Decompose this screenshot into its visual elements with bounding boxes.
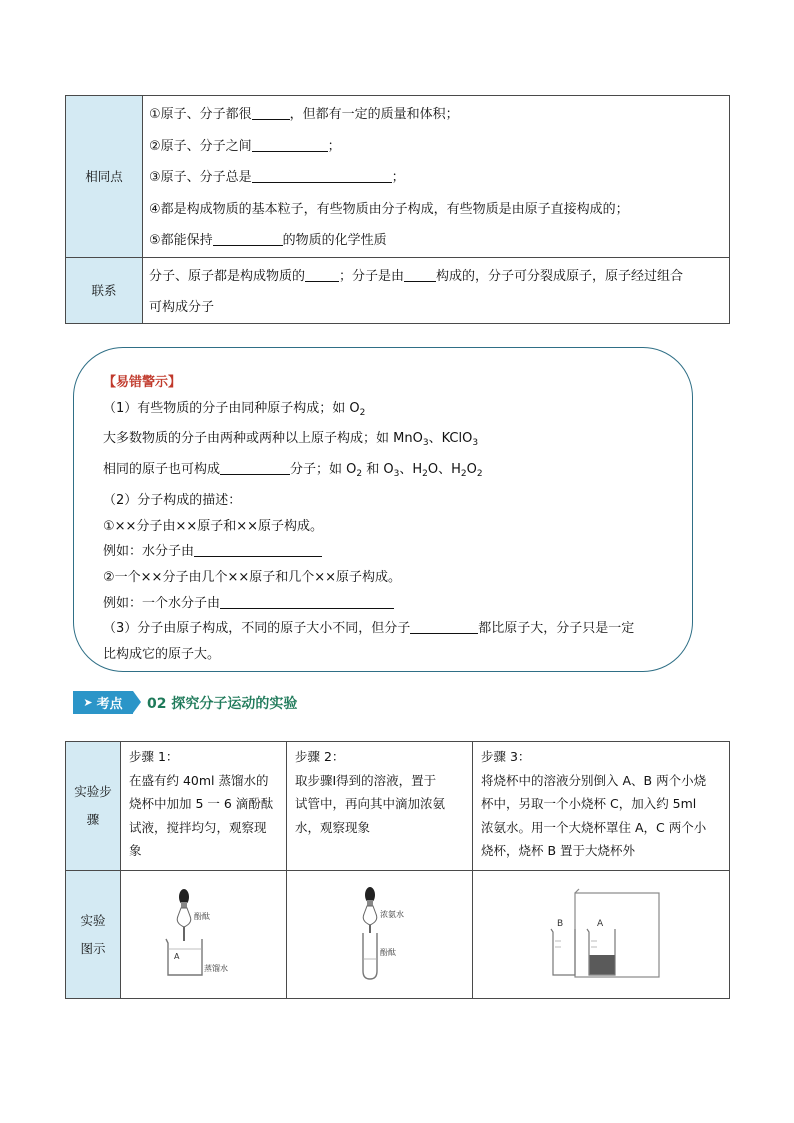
mistake-warning-box bbox=[73, 347, 693, 672]
experiment-table bbox=[65, 741, 730, 999]
warning-line: 例如：一个水分子由 bbox=[103, 591, 672, 617]
relation-cell bbox=[143, 257, 730, 323]
warning-line: （2）分子构成的描述： bbox=[103, 492, 242, 508]
figure-3-cell bbox=[473, 871, 730, 999]
test-tube-icon bbox=[363, 933, 377, 979]
warning-line: 例如：水分子由 bbox=[103, 539, 672, 565]
dropper-beaker-figure bbox=[144, 883, 264, 983]
row-header-figures: 实验 图示 bbox=[66, 871, 121, 999]
beaker-b-icon bbox=[551, 929, 575, 975]
warning-line: 比构成它的原子大。 bbox=[103, 647, 221, 663]
phenolphthalein-label: 酚酞 bbox=[193, 911, 210, 921]
warning-title: 【易错警示】 bbox=[103, 375, 182, 390]
similarity-line-1: ①原子、分子都很 ，但都有一定的质量和体积； bbox=[149, 107, 459, 122]
relation-line-2: 可构成分子 bbox=[149, 299, 215, 315]
warning-line: ①××分子由××原子和××原子构成。 bbox=[103, 518, 324, 534]
fill-blank[interactable] bbox=[404, 268, 436, 282]
warning-line: （1）有些物质的分子由同种原子构成；如 $O_2$ bbox=[103, 400, 366, 418]
warning-content bbox=[103, 370, 672, 668]
distilled-water-label: 蒸馏水 bbox=[203, 963, 228, 973]
step-1-cell: 步骤 1： 在盛有约 40ml 蒸馏水的 烧杯中加加 5 一 6 滴酚酞 试液，搅拌均匀，观察现 象 bbox=[121, 742, 287, 871]
fill-blank[interactable] bbox=[252, 138, 328, 152]
row-header-relation: 联系 bbox=[66, 257, 143, 323]
fill-blank[interactable] bbox=[305, 268, 339, 282]
beaker-a-label: A bbox=[173, 951, 179, 961]
section-badge: ➤ 考点 bbox=[73, 691, 133, 714]
figure-2-cell bbox=[287, 871, 473, 999]
warning-line: 相同的原子也可构成 分子；如 $O_2$ 和 $O_3$、$H_2O$、$H_2O_2$ bbox=[103, 462, 483, 480]
figure-1-cell bbox=[121, 871, 287, 999]
bell-jar-figure bbox=[541, 883, 661, 983]
relation-line-1: 分子、原子都是构成物质的 ；分子是由 构成的，分子可分裂成原子，原子经过组合 bbox=[149, 268, 684, 284]
step-2-cell: 步骤 2： 取步骤Ⅰ得到的溶液，置于 试管中，再向其中滴加浓氨 水，观察现象 bbox=[287, 742, 473, 871]
section-header bbox=[73, 691, 297, 714]
beaker-b-label: B bbox=[557, 918, 564, 929]
arrow-right-icon: ➤ bbox=[83, 696, 93, 709]
beaker-icon bbox=[166, 939, 202, 975]
fill-blank[interactable] bbox=[220, 595, 394, 609]
fill-blank[interactable] bbox=[220, 461, 290, 475]
warning-line: （3）分子由原子构成，不同的原子大小不同，但分子 都比原子大，分子只是一定 bbox=[103, 621, 635, 637]
fill-blank[interactable] bbox=[213, 232, 283, 246]
row-header-steps: 实验步 骤 bbox=[66, 742, 121, 871]
similarities-cell bbox=[143, 96, 730, 258]
section-title: 02 探究分子运动的实验 bbox=[147, 695, 298, 712]
warning-line: ②一个××分子由几个××原子和几个××原子构成。 bbox=[103, 569, 402, 585]
ammonia-label: 浓氨水 bbox=[379, 909, 404, 919]
fill-blank[interactable] bbox=[252, 106, 290, 120]
solution-fill bbox=[590, 955, 615, 974]
phenolphthalein-label: 酚酞 bbox=[379, 947, 396, 957]
fill-blank[interactable] bbox=[194, 543, 322, 557]
similarity-line-4: ④都是构成物质的基本粒子，有些物质由分子构成，有些物质是由原子直接构成的； bbox=[149, 201, 629, 217]
similarity-line-3: ③原子、分子总是 ； bbox=[149, 170, 405, 185]
row-header-similarities: 相同点 bbox=[66, 96, 143, 258]
dropper-tube-figure bbox=[320, 883, 440, 983]
warning-line: 大多数物质的分子由两种或两种以上原子构成；如 MnO$_3$、KClO$_3$ bbox=[103, 431, 479, 449]
similarity-line-2: ②原子、分子之间 ； bbox=[149, 138, 341, 154]
similarity-line-5: ⑤都能保持 的物质的化学性质 bbox=[149, 233, 387, 248]
beaker-a-label: A bbox=[597, 918, 604, 929]
comparison-table bbox=[65, 95, 730, 324]
fill-blank[interactable] bbox=[410, 620, 478, 634]
step-3-cell: 步骤 3： 将烧杯中的溶液分别倒入 A、B 两个小烧 杯中，另取一个小烧杯 C，加入约 5ml 浓氨水。用一个大烧杯罩住 A，C 两个小 烧杯，烧杯 B 置于大烧杯外 bbox=[473, 742, 730, 871]
fill-blank[interactable] bbox=[252, 169, 392, 183]
large-beaker-icon bbox=[575, 893, 659, 977]
